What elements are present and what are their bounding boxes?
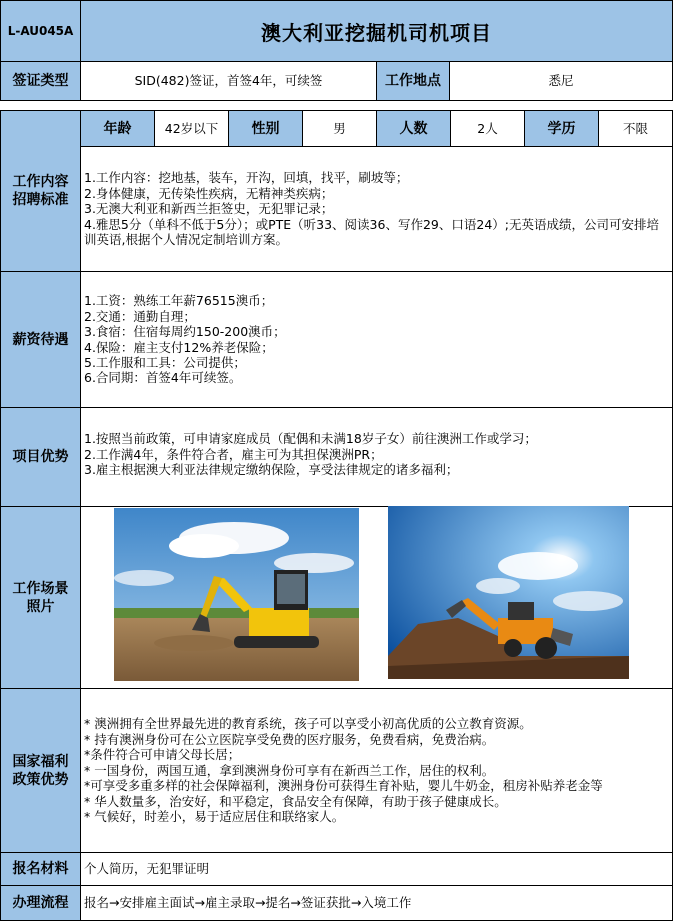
headcount-label-text: 人数 (399, 120, 428, 137)
age-label (80, 110, 155, 147)
process-content (80, 885, 673, 921)
visa-type-label (0, 61, 81, 101)
welfare-line: * 华人数量多，治安好，和平稳定，食品安全有保障，有助于孩子健康成长。 (84, 793, 507, 809)
salary-label-text: 薪资待遇 (12, 331, 69, 348)
advantages-label-text: 项目优势 (12, 449, 69, 465)
job-label-line2: 招聘标准 (12, 192, 69, 208)
work-location-value-text: 悉尼 (548, 73, 574, 89)
welfare-line: * 气候好，时差小，易于适应居住和联络家人。 (84, 809, 345, 825)
job-requirements-label (0, 110, 81, 272)
materials-value: 个人简历，无犯罪证明 (84, 861, 210, 877)
education-label-text: 学历 (547, 120, 576, 137)
advantages-content (80, 407, 673, 507)
photos-label (0, 506, 81, 689)
age-value-text: 42岁以下 (164, 120, 219, 136)
welfare-label-line2: 政策优势 (12, 771, 69, 788)
gender-label (228, 110, 303, 147)
welfare-line: *可享受多重多样的社会保障福利，澳洲身份可获得生育补贴，婴儿牛奶金，租房补贴养老金等 (84, 778, 603, 794)
work-location-value (449, 61, 673, 101)
visa-type-label-text: 签证类型 (12, 73, 69, 89)
education-value (598, 110, 673, 147)
age-label-text: 年龄 (103, 120, 132, 137)
welfare-label-line1: 国家福利 (12, 753, 69, 770)
job-requirements-content (80, 146, 673, 272)
salary-line: 4.保险：雇主支付12%养老保险； (84, 339, 274, 355)
project-code (0, 0, 81, 62)
backhoe-loader-illustration (388, 506, 629, 679)
work-location-label-text: 工作地点 (385, 73, 441, 89)
advantage-line: 3.雇主根据澳大利亚法律规定缴纳保险，享受法律规定的诸多福利； (84, 462, 459, 478)
salary-line: 6.合同期：首签4年可续签。 (84, 370, 242, 386)
welfare-content (80, 688, 673, 853)
salary-line: 2.交通：通勤自理； (84, 308, 196, 324)
visa-type-value-text: SID(482)签证，首签4年，可续签 (134, 73, 323, 89)
age-value (154, 110, 229, 147)
welfare-line: * 持有澳洲身份可在公立医院享受免费的医疗服务，免费看病，免费治病。 (84, 731, 495, 747)
salary-label (0, 271, 81, 408)
page-title-text: 澳大利亚挖掘机司机项目 (261, 20, 492, 45)
job-line: 1.工作内容：挖地基，装车，开沟，回填，找平，刷坡等； (84, 170, 409, 186)
mini-excavator-photo (114, 508, 359, 681)
photos-label-line1: 工作场景 (12, 580, 69, 597)
salary-line: 3.食宿：住宿每周约150-200澳币； (84, 324, 286, 340)
job-label-line1: 工作内容 (12, 174, 69, 190)
job-line: 4.雅思5分（单科不低于5分）；或PTE（听33、阅读36、写作29、口语24）;无英语成绩，公司可安排培训英语,根据个人情况定制培训方案。 (84, 216, 659, 248)
welfare-label (0, 688, 81, 853)
job-line: 2.身体健康，无传染性疾病，无精神类疾病； (84, 185, 334, 201)
advantage-line: 1.按照当前政策，可申请家庭成员（配偶和未满18岁子女）前往澳洲工作或学习； (84, 431, 537, 446)
materials-content (80, 852, 673, 886)
welfare-line: * 一国身份，两国互通，拿到澳洲身份可享有在新西兰工作，居住的权利。 (84, 762, 495, 778)
education-value-text: 不限 (622, 120, 648, 136)
gender-value (302, 110, 377, 147)
process-value: 报名→安排雇主面试→雇主录取→提名→签证获批→入境工作 (84, 895, 412, 911)
backhoe-loader-photo (388, 506, 629, 679)
salary-line: 5.工作服和工具：公司提供； (84, 354, 246, 370)
education-label (524, 110, 599, 147)
work-location-label (376, 61, 450, 101)
advantages-label (0, 407, 81, 507)
project-code-text: L-AU045A (7, 24, 74, 38)
advantage-line: 2.工作满4年，条件符合者，雇主可为其担保澳洲PR； (84, 446, 383, 462)
welfare-line: * 澳洲拥有全世界最先进的教育系统，孩子可以享受小初高优质的公立教育资源。 (84, 715, 532, 731)
headcount-label (376, 110, 451, 147)
photos-label-line2: 照片 (26, 598, 55, 615)
salary-line: 1.工资：熟练工年薪76515澳币； (84, 293, 274, 309)
visa-type-value (80, 61, 377, 101)
materials-label-text: 报名材料 (12, 861, 69, 877)
welfare-line: *条件符合可申请父母长居； (84, 747, 241, 763)
headcount-value-text: 2人 (477, 120, 498, 136)
salary-content (80, 271, 673, 408)
page-title (80, 0, 673, 62)
process-label (0, 885, 81, 921)
gender-value-text: 男 (333, 120, 346, 136)
process-label-text: 办理流程 (12, 895, 69, 911)
job-line: 3.无澳大利亚和新西兰拒签史，无犯罪记录； (84, 201, 334, 217)
materials-label (0, 852, 81, 886)
headcount-value (450, 110, 525, 147)
gender-label-text: 性别 (251, 120, 280, 137)
mini-excavator-illustration (114, 508, 359, 681)
